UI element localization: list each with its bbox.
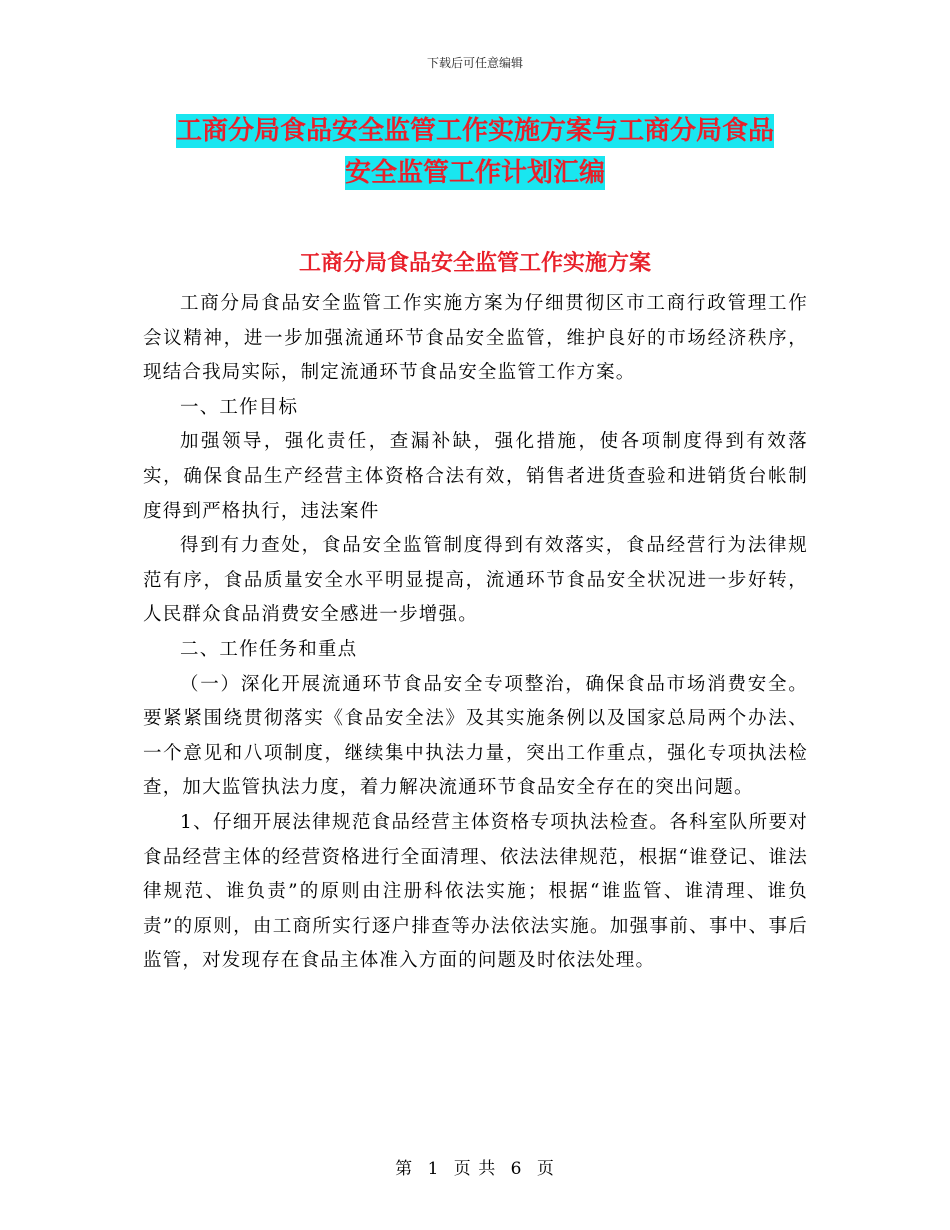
header-note: 下载后可任意编辑 (426, 56, 523, 70)
title-line-1: 工商分局食品安全监管工作实施方案与工商分局食品 (175, 116, 774, 146)
heading-work-goal: 一、工作目标 (180, 396, 299, 418)
footer-suffix: 页 (536, 1159, 555, 1179)
footer-middle: 页 共 (453, 1159, 497, 1179)
section-title: 工商分局食品安全监管工作实施方案 (298, 250, 651, 276)
page-footer (0, 1154, 950, 1179)
paragraph-goal-2: 得到有力查处，食品安全监管制度得到有效落实，食品经营行为法律规范有序，食品质量安全水平明显提高，流通环节食品安全状况进一步好转，人民群众食品消费安全感进一步增强。 (143, 535, 808, 626)
paragraph-task-1-item-1: 1、仔细开展法律规范食品经营主体资格专项执法检查。各科室队所要对食品经营主体的经营资格进行全面清理、依法法律规范，根据“谁登记、谁法律规范、谁负责”的原则由注册科依法实施；根据“谁监管、谁清理、谁负责”的原则，由工商所实行逐户排查等办法依法实施。加强事前、事中、事后监管，对发现存在食品主体准入方面的问题及时依法处理。 (143, 811, 808, 972)
footer-total-pages: 6 (510, 1159, 523, 1179)
body-text (143, 287, 808, 979)
footer-prefix: 第 (395, 1159, 414, 1179)
paragraph-intro: 工商分局食品安全监管工作实施方案为仔细贯彻区市工商行政管理工作会议精神，进一步加强流通环节食品安全监管，维护良好的市场经济秩序，现结合我局实际，制定流通环节食品安全监管工作方案。 (143, 293, 808, 384)
footer-current-page: 1 (427, 1159, 440, 1179)
heading-tasks: 二、工作任务和重点 (180, 638, 358, 660)
document-title (140, 110, 810, 194)
paragraph-task-1: （一）深化开展流通环节食品安全专项整治，确保食品市场消费安全。要紧紧围绕贯彻落实《食品安全法》及其实施条例以及国家总局两个办法、一个意见和八项制度，继续集中执法力量，突出工作重点，强化专项执法检查，加大监管执法力度，着力解决流通环节食品安全存在的突出问题。 (143, 673, 808, 799)
title-line-2: 安全监管工作计划汇编 (344, 158, 605, 188)
paragraph-goal-1: 加强领导，强化责任，查漏补缺，强化措施，使各项制度得到有效落实，确保食品生产经营主体资格合法有效，销售者进货查验和进销货台帐制度得到严格执行，违法案件 (143, 431, 808, 522)
